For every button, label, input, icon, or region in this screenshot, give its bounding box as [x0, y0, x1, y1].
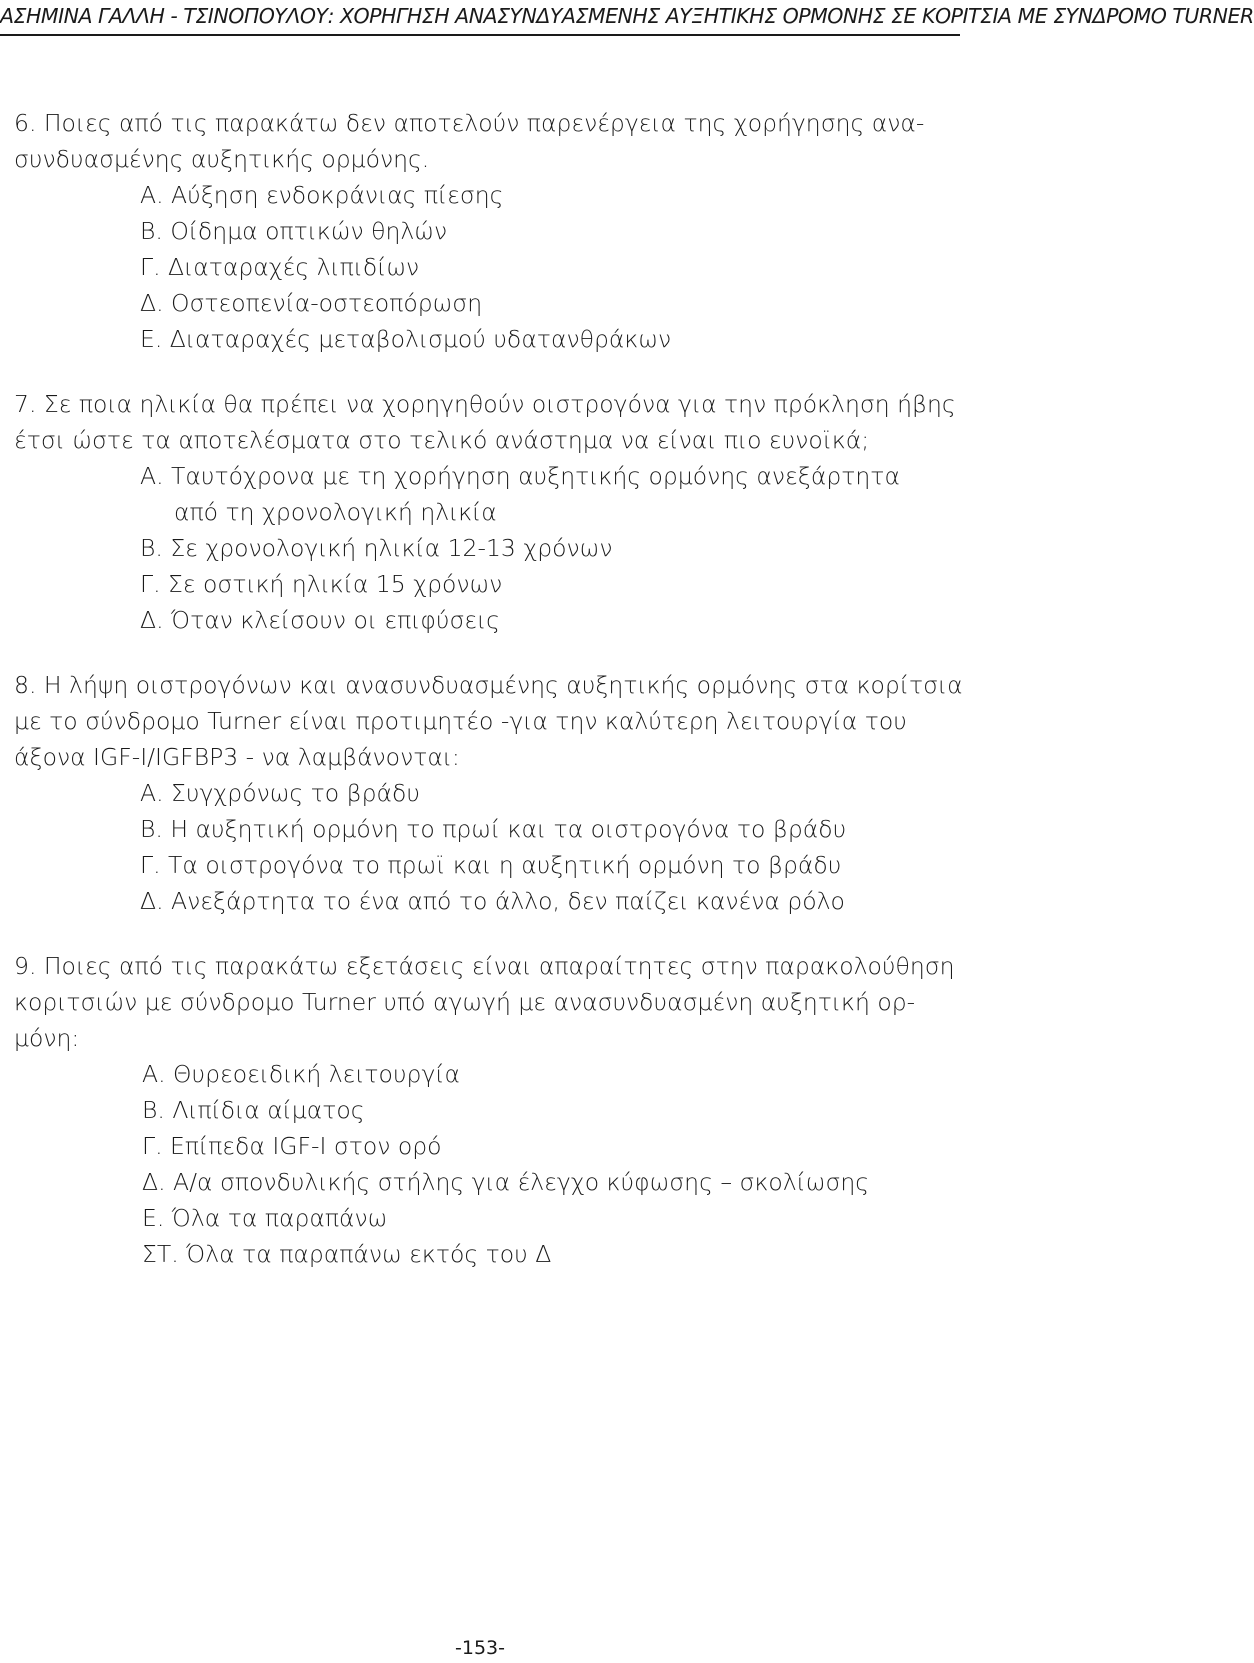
- question-text: συνδυασμένης αυξητικής ορμόνης.: [14, 145, 430, 173]
- answer-option: Ε. Όλα τα παραπάνω: [142, 1204, 388, 1232]
- answer-option: Δ. Ανεξάρτητα το ένα από το άλλο, δεν παίζει κανένα ρόλο: [140, 887, 845, 915]
- question-8: [14, 667, 963, 919]
- question-text: 6. Ποιες από τις παρακάτω δεν αποτελούν παρενέργεια της χορήγησης ανα-: [14, 109, 925, 137]
- answer-option: Α. Ταυτόχρονα με τη χορήγηση αυξητικής ορμόνης ανεξάρτητα: [140, 462, 900, 490]
- question-text: μόνη:: [14, 1024, 80, 1052]
- page-number: -153-: [455, 1637, 505, 1659]
- question-text: 7. Σε ποια ηλικία θα πρέπει να χορηγηθούν οιστρογόνα για την πρόκληση ήβης: [14, 390, 956, 418]
- answer-option-continuation: από τη χρονολογική ηλικία: [174, 498, 497, 526]
- answer-option: Ε. Διαταραχές μεταβολισμού υδατανθράκων: [140, 325, 672, 353]
- answer-option: Δ. Όταν κλείσουν οι επιφύσεις: [140, 606, 500, 634]
- question-9: [14, 948, 954, 1272]
- answer-option: Γ. Επίπεδα IGF-I στον ορό: [142, 1132, 442, 1160]
- answer-option: Γ. Διαταραχές λιπιδίων: [140, 253, 420, 281]
- question-7: [14, 386, 954, 638]
- answer-option: Α. Θυρεοειδική λειτουργία: [142, 1060, 460, 1088]
- answer-option: Β. Η αυξητική ορμόνη το πρωί και τα οιστρογόνα το βράδυ: [140, 815, 847, 843]
- running-header: ΑΣΗΜΙΝΑ ΓΑΛΛΗ - ΤΣΙΝΟΠΟΥΛΟΥ: ΧΟΡΗΓΗΣΗ ΑΝΑΣΥΝΔΥΑΣΜΕΝΗΣ ΑΥΞΗΤΙΚΗΣ ΟΡΜΟΝΗΣ ΣΕ ΚΟΡΙΤΣΙΑ ΜΕ ΣΥΝΔΡΟΜΟ TURNER: [0, 4, 1254, 28]
- header-rule: [0, 34, 960, 36]
- answer-option: Δ. Οστεοπενία-οστεοπόρωση: [140, 289, 483, 317]
- answer-option: Β. Οίδημα οπτικών θηλών: [140, 217, 448, 245]
- answer-option: ΣΤ. Όλα τα παραπάνω εκτός του Δ: [142, 1240, 552, 1268]
- answer-option: Γ. Σε οστική ηλικία 15 χρόνων: [140, 570, 503, 598]
- answer-option: Β. Λιπίδια αίματος: [142, 1096, 365, 1124]
- question-text: άξονα IGF-I/IGFBP3 - να λαμβάνονται:: [14, 743, 460, 771]
- question-6: [14, 105, 954, 357]
- question-list: [14, 105, 963, 1301]
- question-text: 9. Ποιες από τις παρακάτω εξετάσεις είναι απαραίτητες στην παρακολούθηση: [14, 952, 955, 980]
- answer-option: Δ. Α/α σπονδυλικής στήλης για έλεγχο κύφωσης – σκολίωσης: [142, 1168, 870, 1196]
- question-text: κοριτσιών με σύνδρομο Turner υπό αγωγή με ανασυνδυασμένη αυξητική ορ-: [14, 988, 916, 1016]
- answer-option: Γ. Τα οιστρογόνα το πρωϊ και η αυξητική ορμόνη το βράδυ: [140, 851, 842, 879]
- question-text: 8. Η λήψη οιστρογόνων και ανασυνδυασμένης αυξητικής ορμόνης στα κορίτσια: [14, 671, 963, 699]
- answer-option: Α. Συγχρόνως το βράδυ: [140, 779, 421, 807]
- answer-option: Α. Αύξηση ενδοκράνιας πίεσης: [140, 181, 504, 209]
- answer-option: Β. Σε χρονολογική ηλικία 12-13 χρόνων: [140, 534, 613, 562]
- question-text: με το σύνδρομο Turner είναι προτιμητέο -για την καλύτερη λειτουργία του: [14, 707, 907, 735]
- question-text: έτσι ώστε τα αποτελέσματα στο τελικό ανάστημα να είναι πιο ευνοϊκά;: [14, 426, 870, 454]
